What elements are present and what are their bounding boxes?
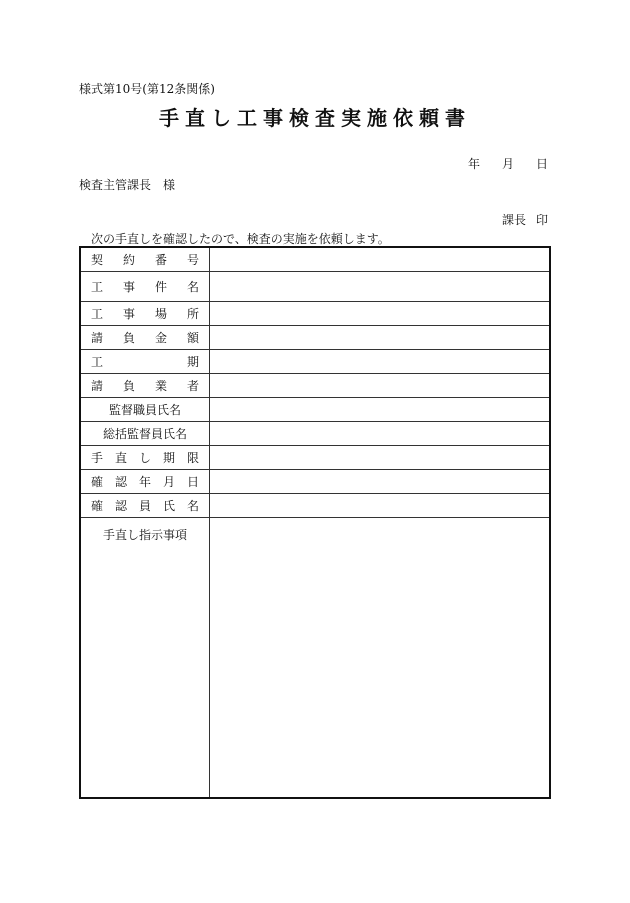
- date-line: [468, 155, 548, 172]
- supervisor-name-field[interactable]: [210, 397, 551, 421]
- row-label-work-name: 工事件名: [80, 271, 210, 301]
- table-row: [80, 325, 550, 349]
- correction-instructions-field[interactable]: [210, 517, 551, 798]
- inspection-form-table: [79, 246, 551, 799]
- request-text: 次の手直しを確認したので、検査の実施を依頼します。: [91, 232, 390, 246]
- addressee: [79, 176, 175, 193]
- contract-amount-field[interactable]: [210, 325, 551, 349]
- date-year-label: 年: [467, 157, 480, 171]
- row-label-correction-deadline: 手直し期限: [80, 445, 210, 469]
- confirmer-name-field[interactable]: [210, 493, 551, 517]
- row-label-supervisor-name: 監督職員氏名: [80, 397, 210, 421]
- table-row: [80, 271, 550, 301]
- row-label-confirmer-name: 確認員氏名: [80, 493, 210, 517]
- correction-deadline-field[interactable]: [210, 445, 551, 469]
- contract-number-field[interactable]: [210, 247, 551, 271]
- form-number: 様式第10号(第12条関係): [79, 82, 215, 96]
- date-month-label: 月: [501, 157, 514, 171]
- row-label-contractor: 請負業者: [80, 373, 210, 397]
- seal-mark: 印: [535, 213, 548, 227]
- document-title: 手直し工事検査実施依頼書: [159, 106, 471, 130]
- contractor-field[interactable]: [210, 373, 551, 397]
- work-location-field[interactable]: [210, 301, 551, 325]
- table-row: [80, 397, 550, 421]
- chief-supervisor-name-field[interactable]: [210, 421, 551, 445]
- work-name-field[interactable]: [210, 271, 551, 301]
- table-row: [80, 247, 550, 271]
- row-label-work-location: 工事場所: [80, 301, 210, 325]
- table-row: [80, 373, 550, 397]
- sender: [502, 211, 548, 228]
- row-label-confirmation-date: 確認年月日: [80, 469, 210, 493]
- confirmation-date-field[interactable]: [210, 469, 551, 493]
- addressee-name: 検査主管課長: [79, 178, 152, 192]
- row-label-contract-number: 契約番号: [80, 247, 210, 271]
- row-label-contract-amount: 請負金額: [80, 325, 210, 349]
- table-row: [80, 349, 550, 373]
- row-label-chief-supervisor-name: 総括監督員氏名: [80, 421, 210, 445]
- table-row: [80, 493, 550, 517]
- table-row: [80, 517, 550, 798]
- row-label-work-period: 工期: [80, 349, 210, 373]
- sender-title: 課長: [501, 213, 526, 227]
- table-row: [80, 301, 550, 325]
- row-label-correction-instructions: 手直し指示事項: [80, 517, 210, 798]
- work-period-field[interactable]: [210, 349, 551, 373]
- table-row: [80, 469, 550, 493]
- table-row: [80, 421, 550, 445]
- addressee-honorific: 様: [163, 178, 176, 192]
- table-row: [80, 445, 550, 469]
- date-day-label: 日: [535, 157, 548, 171]
